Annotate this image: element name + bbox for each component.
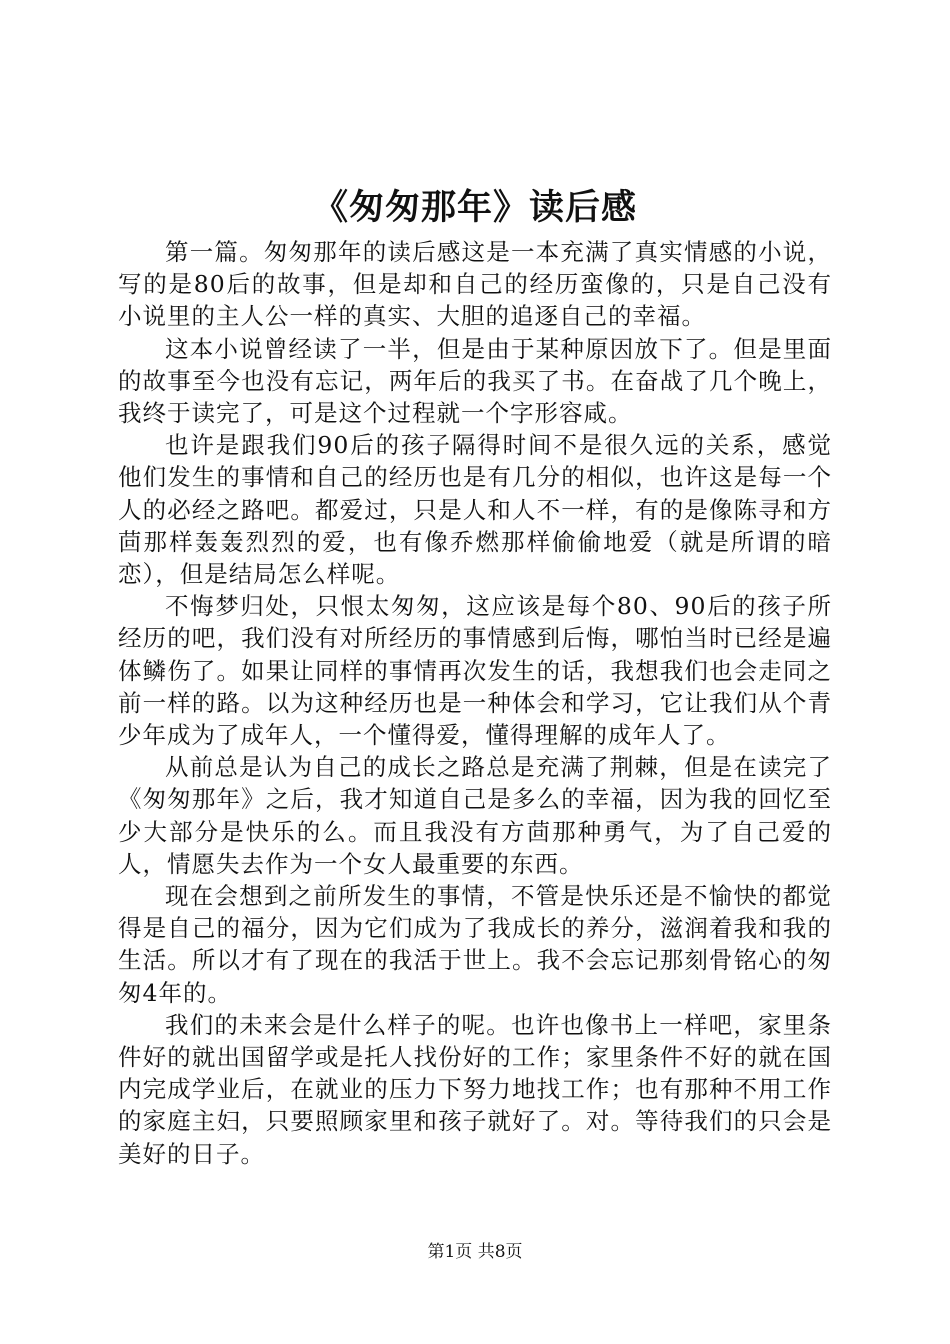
document-title: 《匆匆那年》读后感 [312,187,637,228]
paragraph-5: 从前总是认为自己的成长之路总是充满了荆棘，但是在读完了《匆匆那年》之后，我才知道自己是多么的幸福，因为我的回忆至少大部分是快乐的么。而且我没有方茴那种勇气，为了自己爱的人，情愿失去作为一个女人最重要的东西。 [118,753,832,878]
paragraph-1: 第一篇。匆匆那年的读后感这是一本充满了真实情感的小说，写的是80后的故事，但是却和自己的经历蛮像的，只是自己没有小说里的主人公一样的真实、大胆的追逐自己的幸福。 [118,238,832,331]
paragraph-2: 这本小说曾经读了一半，但是由于某种原因放下了。但是里面的故事至今也没有忘记，两年后的我买了书。在奋战了几个晚上，我终于读完了，可是这个过程就一个字形容咸。 [118,334,832,428]
paragraph-7: 我们的未来会是什么样子的呢。也许也像书上一样吧，家里条件好的就出国留学或是托人找份好的工作；家里条件不好的就在国内完成学业后，在就业的压力下努力地找工作；也有那种不用工作的家庭主妇，只要照顾家里和孩子就好了。对。等待我们的只会是美好的日子。 [118,1010,832,1168]
page-number-footer: 第1页 共8页 [427,1242,523,1262]
paragraph-3: 也许是跟我们90后的孩子隔得时间不是很久远的关系，感觉他们发生的事情和自己的经历也是有几分的相似，也许这是每一个人的必经之路吧。都爱过，只是人和人不一样，有的是像陈寻和方茴那样轰轰烈烈的爱，也有像乔燃那样偷偷地爱（就是所谓的暗恋），但是结局怎么样呢。 [118,431,832,589]
document-body [118,236,832,1170]
paragraph-4: 不悔梦归处，只恨太匆匆，这应该是每个80、90后的孩子所经历的吧，我们没有对所经历的事情感到后悔，哪怕当时已经是遍体鳞伤了。如果让同样的事情再次发生的话，我想我们也会走同之前一样的路。以为这种经历也是一种体会和学习，它让我们从个青少年成为了成年人，一个懂得爱，懂得理解的成年人了。 [118,592,832,750]
paragraph-6: 现在会想到之前所发生的事情，不管是快乐还是不愉快的都觉得是自己的福分，因为它们成为了我成长的养分，滋润着我和我的生活。所以才有了现在的我活于世上。我不会忘记那刻骨铭心的匆匆4年的。 [118,882,832,1007]
